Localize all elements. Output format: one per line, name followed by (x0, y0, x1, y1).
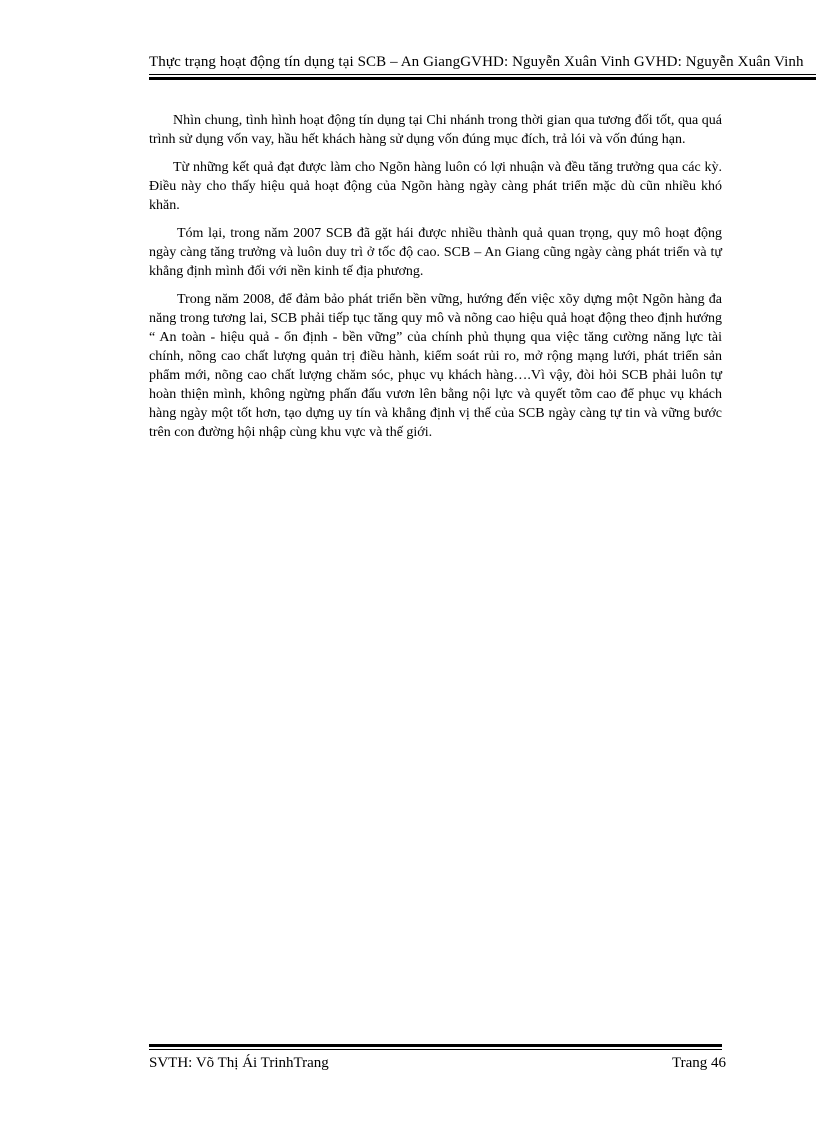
footer-rule-thin (149, 1049, 722, 1050)
footer-rule-thick (149, 1044, 722, 1047)
page-footer (149, 1044, 726, 1084)
paragraph-conclusion: Tóm lại, trong năm 2007 SCB đã gặt hái được nhiều thành quả quan trọng, quy mô hoạt động ngày càng tăng trưởng và luôn duy trì ở tốc độ cao. SCB – An Giang cũng ngày càng phát triển và tự khẳng định mình đối với nền kinh tế địa phương. (149, 226, 722, 279)
page-header (149, 52, 816, 82)
header-rule-thin (149, 74, 816, 75)
paragraph-outlook: Trong năm 2008, để đảm bảo phát triển bền vững, hướng đến việc xõy dựng một Ngõn hàng đa năng trong tương lai, SCB phải tiếp tục tăng quy mô và nõng cao hiệu quả hoạt động theo định hướng “ An toàn - hiệu quả - ổn định - bền vững” của chính phủ thụng qua việc tăng cường năng lực tài chính, nõng cao chất lượng quản trị điều hành, kiểm soát rủi ro, mở rộng mạng lưới, phát triển sản phẩm mới, nõng cao chất lượng chăm sóc, phục vụ khách hàng….Vì vậy, đòi hỏi SCB phải luôn tự hoàn thiện mình, không ngừng phấn đấu vươn lên bằng nội lực và quyết tõm cao để phục vụ khách hàng ngày một tốt hơn, tạo dựng uy tín và khẳng định vị thế của SCB ngày càng tự tin và vững bước trên con đường hội nhập cùng khu vực và thế giới. (149, 292, 722, 440)
header-title: Thực trạng hoạt động tín dụng tại SCB – An GiangGVHD: Nguyễn Xuân Vinh GVHD: Nguyễn Xuân Vinh (149, 54, 804, 70)
page-number: Trang 46 (671, 1055, 726, 1071)
footer-author: SVTH: Võ Thị Ái TrinhTrang (149, 1055, 329, 1071)
paragraph-summary: Nhìn chung, tình hình hoạt động tín dụng tại Chi nhánh trong thời gian qua tương đối tốt, qua quá trình sử dụng vốn vay, hầu hết khách hàng sử dụng vốn đúng mục đích, trả lói và vốn đúng hạn. (149, 113, 722, 147)
document-body (149, 111, 722, 451)
paragraph-results: Từ những kết quả đạt được làm cho Ngõn hàng luôn có lợi nhuận và đều tăng trưởng qua các kỳ. Điều này cho thấy hiệu quả hoạt động của Ngõn hàng ngày càng phát triển mặc dù cũn nhiều khó khăn. (149, 160, 722, 213)
header-rule-thick (149, 77, 816, 80)
